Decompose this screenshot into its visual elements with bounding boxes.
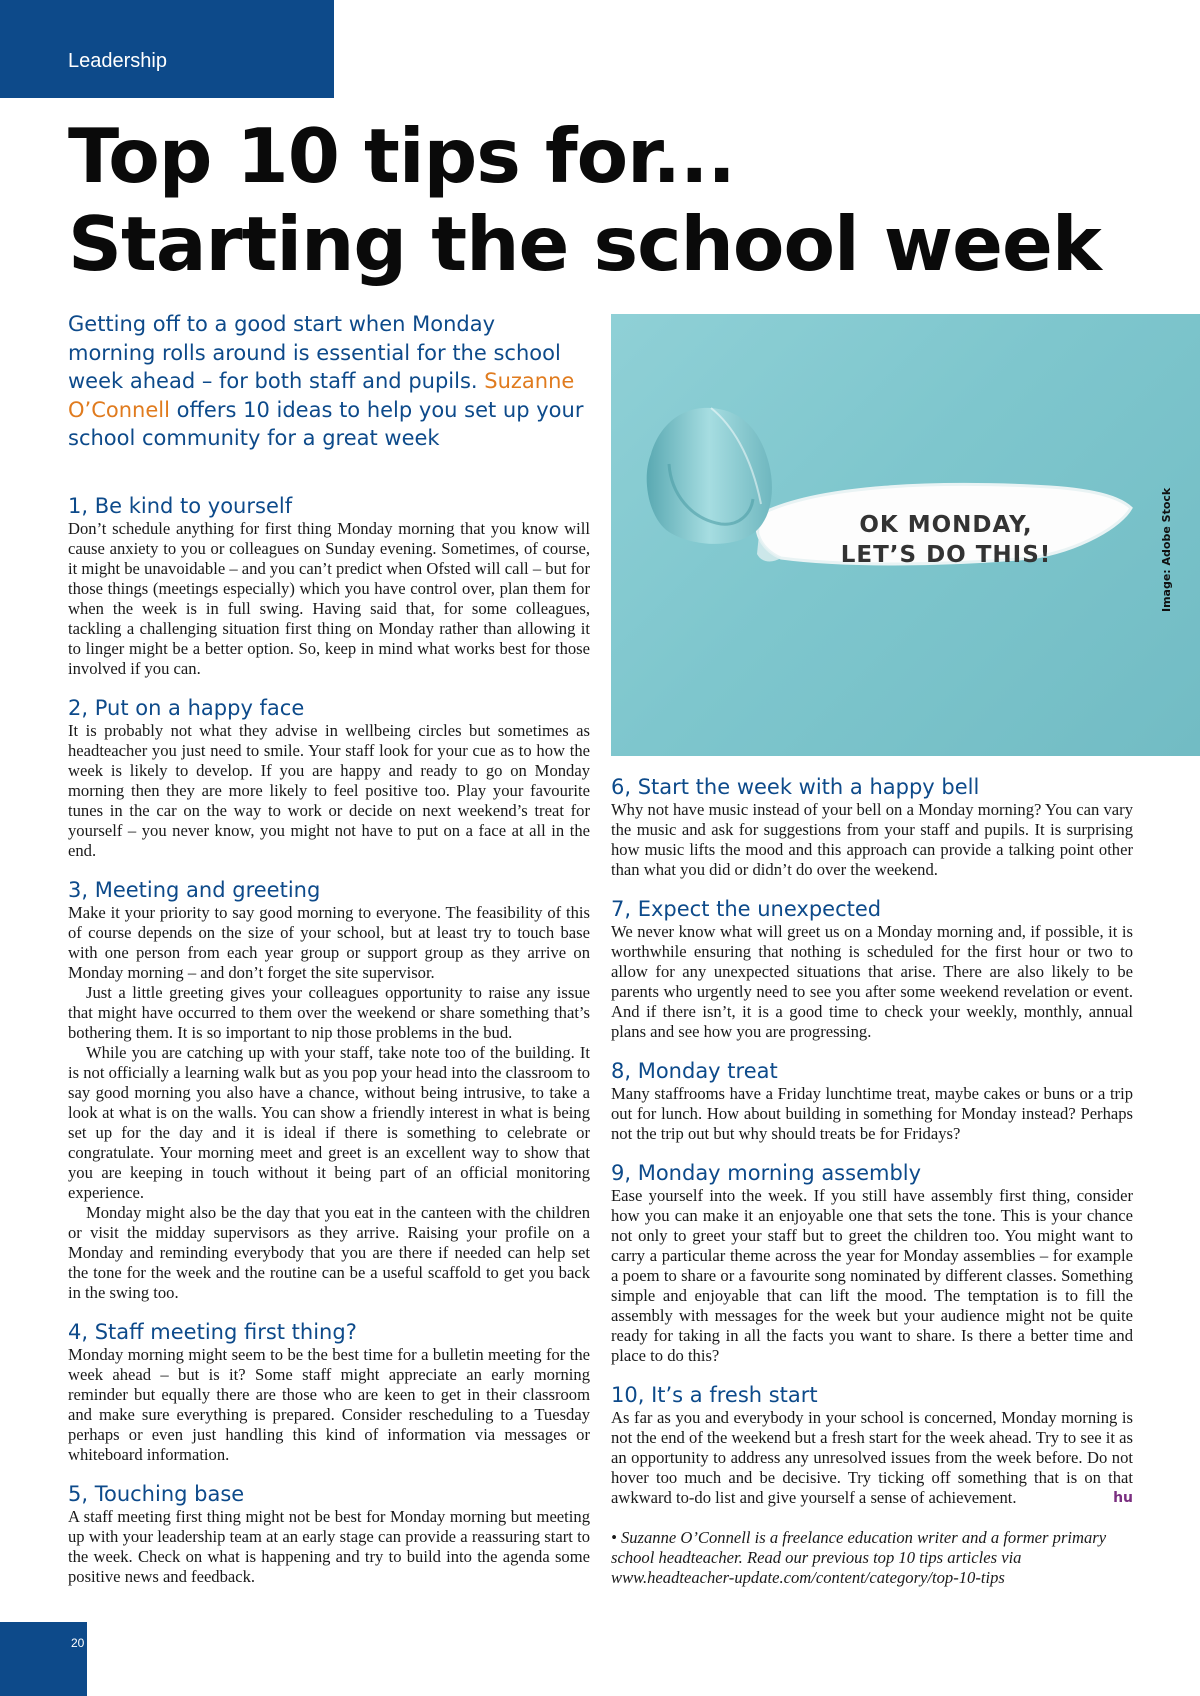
right-column [611,775,1133,1588]
tip-1 [68,494,590,679]
tip-heading: 7, Expect the unexpected [611,897,882,921]
tip-heading: 5, Touching base [68,1482,245,1506]
section-tab [0,0,334,98]
tip-heading: 6, Start the week with a happy bell [611,775,980,799]
hero-text-line-1: OK MONDAY, [859,512,1033,538]
title-line-1: Top 10 tips for... [68,112,735,200]
tip-paragraph: Just a little greeting gives your colleagues opportunity to raise any issue that might have occurred to them over the weekend or share something that’s bothering them. It is so important to nip those problems in the bud. [68,983,590,1042]
author-name: Suzanne O’Connell [68,369,575,422]
tip-5 [68,1482,590,1587]
tip-heading: 8, Monday treat [611,1059,778,1083]
tip-paragraph: While you are catching up with your staff, take note too of the building. It is not officially a learning walk but as you pop your head into the classroom to say good morning you also have a chance, without being intrusive, to take a look at what is on the walls. You can show a friendly interest in what is being set up for the day and it is ideal if there is something to celebrate or congratulate. Your morning meet and greet is an excellent way to show that you are keeping in touch without it being part of an official monitoring experience. [68,1043,590,1202]
tip-paragraph: Why not have music instead of your bell on a Monday morning? You can vary the music and ask for suggestions from your staff and pupils. It is surprising how music lifts the mood and this approach can provide a talking point other than what you did or didn’t do over the weekend. [611,800,1133,879]
tip-3 [68,878,590,1303]
tip-heading: 3, Meeting and greeting [68,878,321,902]
tip-7 [611,897,1133,1042]
tip-heading: 10, It’s a fresh start [611,1383,818,1407]
tip-paragraph: It is probably not what they advise in wellbeing circles but sometimes as headteacher you just need to smile. Your staff look for your cue as to how the week is likely to develop. If you are happy and ready to go on Monday morning then they are more likely to feel positive too. Play your favourite tunes in the car on the way to work or decide on next weekend’s treat for yourself – you never know, you might not have to put on a face at all in the end. [68,721,590,860]
tip-paragraph: We never know what will greet us on a Monday morning and, if possible, it is worthwhile ensuring that nothing is scheduled for the first hour or two to allow for any unexpected situations that arise. There are also likely to be parents who urgently need to see you after some weekend revelation or event. And if there isn’t, it is a good time to check your weekly, monthly, annual plans and see how you are progressing. [611,922,1133,1041]
tip-paragraph-text: As far as you and everybody in your school is concerned, Monday morning is not the end of the weekend but a fresh start for the week ahead. Try to see it as an opportunity to address any unresolved issues from the week before. Do not hover too much and be decisive. Try ticking off something that is on that awkward to-do list and give yourself a sense of achievement. [611,1408,1133,1507]
tip-paragraph: Don’t schedule anything for first thing Monday morning that you know will cause anxiety to you or colleagues on Sunday evening. Sometimes, of course, it might be unavoidable – and you can’t predict when Ofsted will call – but for those things (meetings especially) which you have control over, plan them for when the week is in full swing. Having said that, for some colleagues, tackling a challenging situation first thing on Monday rather than allowing it to linger might be a better option. So, keep in mind what works best for those involved if you can. [68,519,590,678]
tip-6 [611,775,1133,880]
page-number: 20 [71,1636,85,1650]
tip-heading: 2, Put on a happy face [68,696,305,720]
tip-4 [68,1320,590,1465]
section-label: Leadership [68,50,167,72]
left-column [68,494,590,1604]
tip-10 [611,1383,1133,1508]
tip-paragraph: Ease yourself into the week. If you still have assembly first thing, consider how you can make it an enjoyable one that sets the tone. This is your chance not only to greet your staff but to greet the children too. You might want to carry a particular theme across the year for Monday assemblies – for example a poem to share or a favourite song nominated by different classes. Something simple and enjoyable that can lift the mood. The temptation is to fill the assembly with messages for the week but your audience might not be quite ready for taking in all the facts you want to share. Is there a better time and place to do this? [611,1186,1133,1365]
standfirst-text-after: offers 10 ideas to help you set up your school community for a great week [68,397,584,450]
author-bio: • Suzanne O’Connell is a freelance education writer and a former primary school headteacher. Read our previous top 10 tips articles via www.headteacher-update.com/content/category/top-10-tips [611,1528,1107,1587]
tip-heading: 9, Monday morning assembly [611,1161,922,1185]
tip-paragraph: A staff meeting first thing might not be best for Monday morning but meeting up with your leadership team at an early stage can provide a reassuring start to the week. Check on what is happening and try to build into the agenda some positive news and feedback. [68,1507,590,1586]
tip-paragraph: Monday morning might seem to be the best time for a bulletin meeting for the week ahead – but is it? Some staff might appreciate an early morning reminder but equally there are those who are keen to get in their classroom and make sure everything is prepared. Consider rescheduling to a Tuesday perhaps or even just handling this kind of information via messages or whiteboard information. [68,1345,590,1464]
title-line-2: Starting the school week [68,200,1101,288]
hero-text-line-2: LET’S DO THIS! [840,542,1052,568]
page-title [68,112,1101,288]
tip-8 [611,1059,1133,1144]
image-credit: Image: Adobe Stock [1160,487,1173,612]
tip-paragraph: Monday might also be the day that you eat in the canteen with the children or visit the midday supervisors as they arrive. Raising your profile on a Monday and reminding everybody that you are there if needed can help set the tone for the week and the routine can be a useful scaffold to get you back in the swing too. [68,1203,590,1302]
tip-paragraph [611,1408,1133,1508]
hu-logo: hu [1113,1490,1133,1506]
hero-image [611,314,1200,756]
standfirst-text-before: Getting off to a good start when Monday morning rolls around is essential for the school week ahead – for both staff and pupils. [68,312,561,393]
tip-paragraph: Make it your priority to say good morning to everyone. The feasibility of this of course depends on the size of your school, but at least try to touch base with one person from each year group or support group as they arrive on Monday morning – and don’t forget the site supervisor. [68,903,590,982]
tip-heading: 4, Staff meeting first thing? [68,1320,357,1344]
tip-9 [611,1161,1133,1366]
hero-text [816,510,1076,570]
page-number-strip [0,1622,87,1696]
tip-2 [68,696,590,861]
standfirst [68,310,588,453]
tip-paragraph: Many staffrooms have a Friday lunchtime treat, maybe cakes or buns or a trip out for lunch. How about building in something for Monday instead? Perhaps not the trip out but why should treats be for Fridays? [611,1084,1133,1143]
tip-heading: 1, Be kind to yourself [68,494,293,518]
